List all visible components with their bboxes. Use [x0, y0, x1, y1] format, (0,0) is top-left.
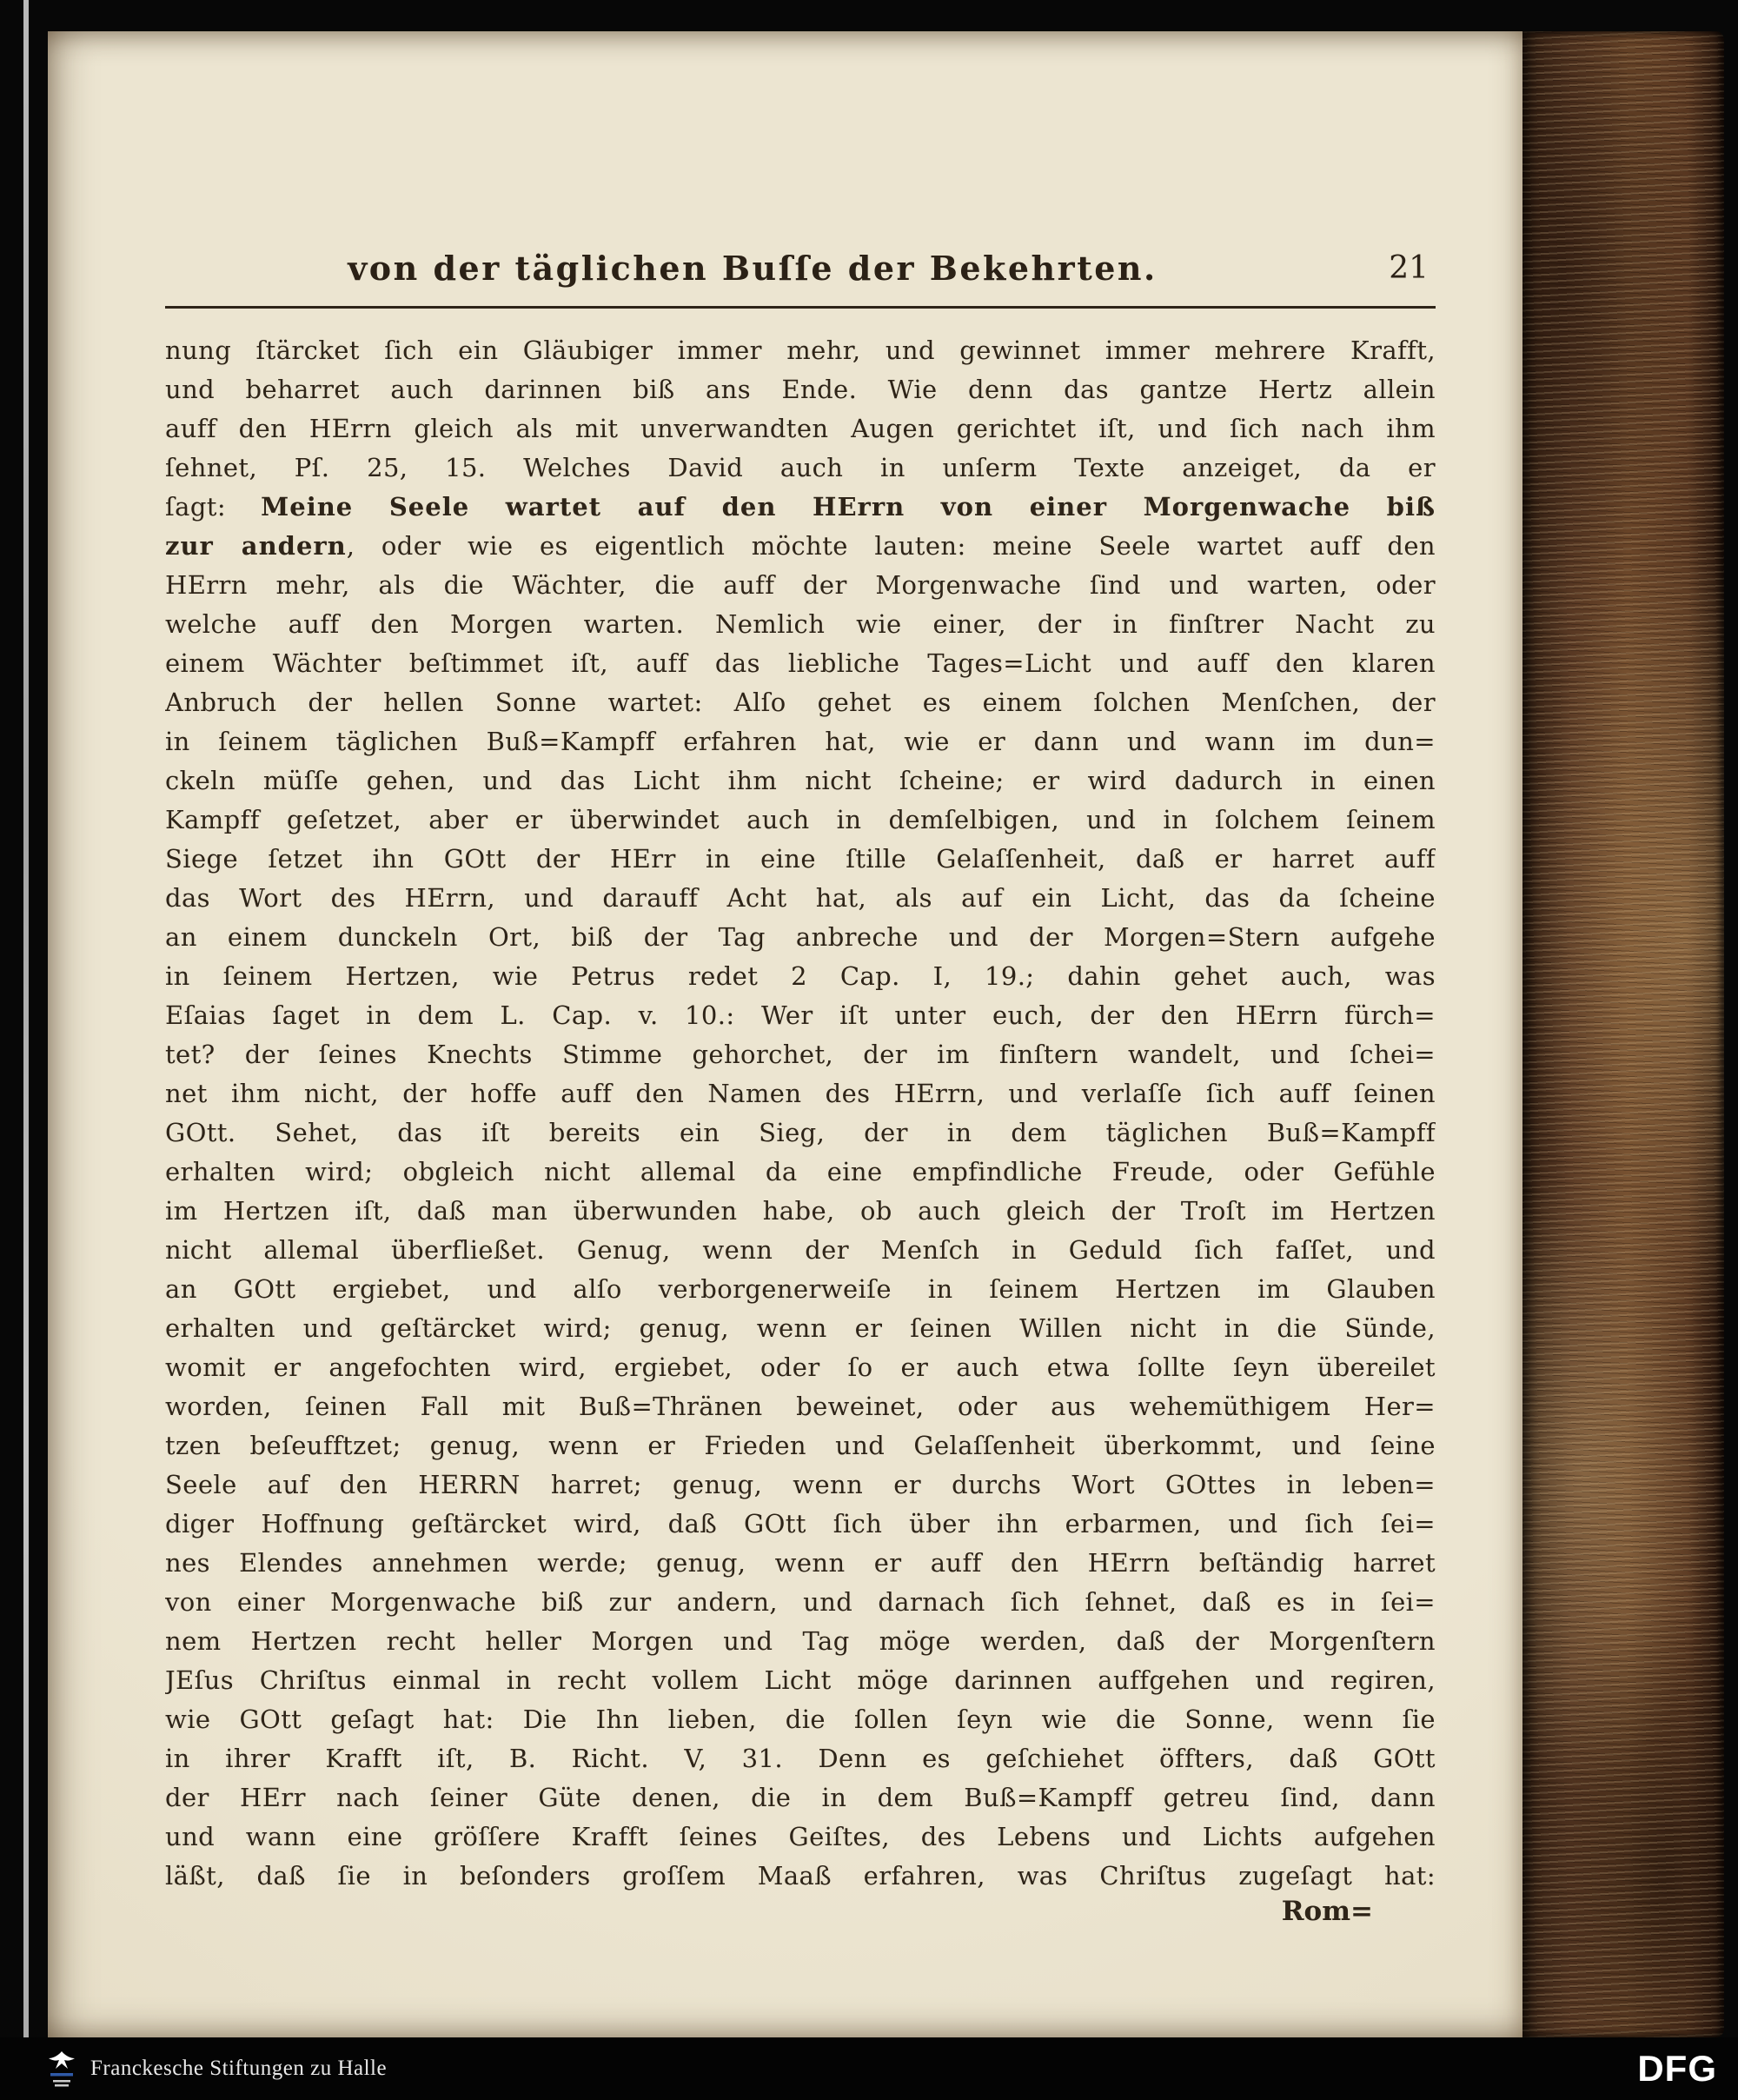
text-line: tzen beſeufftzet; genug, wenn er Frieden und Gelaſſenheit überkommt, und ſeine	[165, 1431, 1436, 1460]
text-line: zur andern, oder wie es eigentlich möchte lauten: meine Seele wartet auff den	[165, 531, 1436, 561]
text-line: auff den HErrn gleich als mit unverwandten Augen gerichtet iſt, und ſich nach ihm	[165, 414, 1436, 443]
text-line: nicht allemal überfließet. Genug, wenn der Menſch in Geduld ſich faſſet, und	[165, 1235, 1436, 1265]
text-line: nes Elendes annehmen werde; genug, wenn er auff den HErrn beſtändig harret	[165, 1548, 1436, 1578]
text-line: Anbruch der hellen Sonne wartet: Alſo gehet es einem ſolchen Menſchen, der	[165, 688, 1436, 717]
page-header	[165, 249, 1436, 290]
text-line: ſehnet, Pſ. 25, 15. Welches David auch in unſerm Texte anzeiget, da er	[165, 453, 1436, 482]
text-line: an GOtt ergiebet, und alſo verborgenerweiſe in ſeinem Hertzen im Glauben	[165, 1274, 1436, 1304]
text-line: Siege ſetzet ihn GOtt der HErr in eine ſtille Gelaſſenheit, daß er harret auff	[165, 844, 1436, 874]
text-line: wie GOtt geſagt hat: Die Ihn lieben, die ſollen ſeyn wie die Sonne, wenn ſie	[165, 1705, 1436, 1734]
book-page	[48, 31, 1522, 2037]
text-line: nem Hertzen recht heller Morgen und Tag möge werden, daß der Morgenſtern	[165, 1626, 1436, 1656]
text-line: das Wort des HErrn, und darauff Acht hat, als auf ein Licht, das da ſcheine	[165, 883, 1436, 913]
text-line: von einer Morgenwache biß zur andern, und darnach ſich ſehnet, daß es in ſei=	[165, 1587, 1436, 1617]
text-line: HErrn mehr, als die Wächter, die auff der Morgenwache ſind und warten, oder	[165, 570, 1436, 600]
catchword: Rom=	[1281, 1896, 1373, 1927]
page-number: 21	[1389, 250, 1429, 286]
header-rule	[165, 306, 1436, 309]
text-line: in ihrer Krafft iſt, B. Richt. V, 31. Denn es geſchiehet öffters, daß GOtt	[165, 1744, 1436, 1773]
film-edge-strip	[23, 0, 29, 2037]
text-line: tet? der ſeines Knechts Stimme gehorchet, der im finſtern wandelt, und ſchei=	[165, 1040, 1436, 1069]
text-line: Kampff geſetzet, aber er überwindet auch in demſelbigen, und in ſolchem ſeinem	[165, 805, 1436, 834]
text-line: erhalten und geſtärcket wird; genug, wenn er ſeinen Willen nicht in die Sünde,	[165, 1313, 1436, 1343]
text-line: Eſaias ſaget in dem L. Cap. v. 10.: Wer iſt unter euch, der den HErrn fürch=	[165, 1000, 1436, 1030]
text-line: diger Hoffnung geſtärcket wird, daß GOtt ſich über ihn erbarmen, und ſich ſei=	[165, 1509, 1436, 1538]
text-line: in ſeinem täglichen Buß=Kampff erfahren hat, wie er dann und wann im dun=	[165, 727, 1436, 756]
text-line: JEſus Chriſtus einmal in recht vollem Licht möge darinnen auffgehen und regiren,	[165, 1665, 1436, 1695]
text-line: läßt, daß ſie in beſonders groſſem Maaß erfahren, was Chriſtus zugeſagt hat:	[165, 1861, 1436, 1891]
text-line: welche auff den Morgen warten. Nemlich wie einer, der in finſtrer Nacht zu	[165, 609, 1436, 639]
page-text	[165, 331, 1436, 1896]
text-line: im Hertzen iſt, daß man überwunden habe, ob auch gleich der Troſt im Hertzen	[165, 1196, 1436, 1226]
text-line: net ihm nicht, der hoffe auff den Namen des HErrn, und verlaſſe ſich auff ſeinen	[165, 1079, 1436, 1108]
running-header-title: von der täglichen Buſſe der Bekehrten.	[348, 249, 1158, 288]
text-line: GOtt. Sehet, das iſt bereits ein Sieg, der in dem täglichen Buß=Kampff	[165, 1118, 1436, 1147]
text-line: worden, ſeinen Fall mit Buß=Thränen beweinet, oder aus wehemüthigem Her=	[165, 1392, 1436, 1421]
attribution-bar	[0, 2037, 1738, 2100]
book-fore-edge	[1522, 31, 1724, 2037]
text-line: ckeln müſſe gehen, und das Licht ihm nicht ſcheine; er wird dadurch in einen	[165, 766, 1436, 795]
text-line: ſagt: Meine Seele wartet auf den HErrn von einer Morgenwache biß	[165, 492, 1436, 522]
text-line: und wann eine gröſſere Krafft ſeines Geiſtes, des Lebens und Lichts aufgehen	[165, 1822, 1436, 1851]
text-line: nung ſtärcket ſich ein Gläubiger immer mehr, und gewinnet immer mehrere Krafft,	[165, 336, 1436, 365]
franckesche-stiftungen-logo	[45, 2047, 78, 2090]
text-line: und beharret auch darinnen biß ans Ende. Wie denn das gantze Hertz allein	[165, 375, 1436, 404]
institution-label: Franckesche Stiftungen zu Halle	[90, 2057, 388, 2080]
text-line: einem Wächter beſtimmet iſt, auff das liebliche Tages=Licht und auff den klaren	[165, 648, 1436, 678]
text-line: erhalten wird; obgleich nicht allemal da eine empfindliche Freude, oder Gefühle	[165, 1157, 1436, 1186]
text-line: womit er angefochten wird, ergiebet, oder ſo er auch etwa ſollte ſeyn übereilet	[165, 1352, 1436, 1382]
text-line: der HErr nach ſeiner Güte denen, die in dem Buß=Kampff getreu ſind, dann	[165, 1783, 1436, 1812]
eagle-emblem-icon	[45, 2047, 78, 2090]
text-line: Seele auf den HERRN harret; genug, wenn er durchs Wort GOttes in leben=	[165, 1470, 1436, 1499]
dfg-logo: DFG	[1637, 2048, 1717, 2089]
page-content	[48, 31, 1522, 1936]
text-line: in ſeinem Hertzen, wie Petrus redet 2 Cap. I, 19.; dahin gehet auch, was	[165, 961, 1436, 991]
text-line: an einem dunckeln Ort, biß der Tag anbreche und der Morgen=Stern aufgehe	[165, 922, 1436, 952]
